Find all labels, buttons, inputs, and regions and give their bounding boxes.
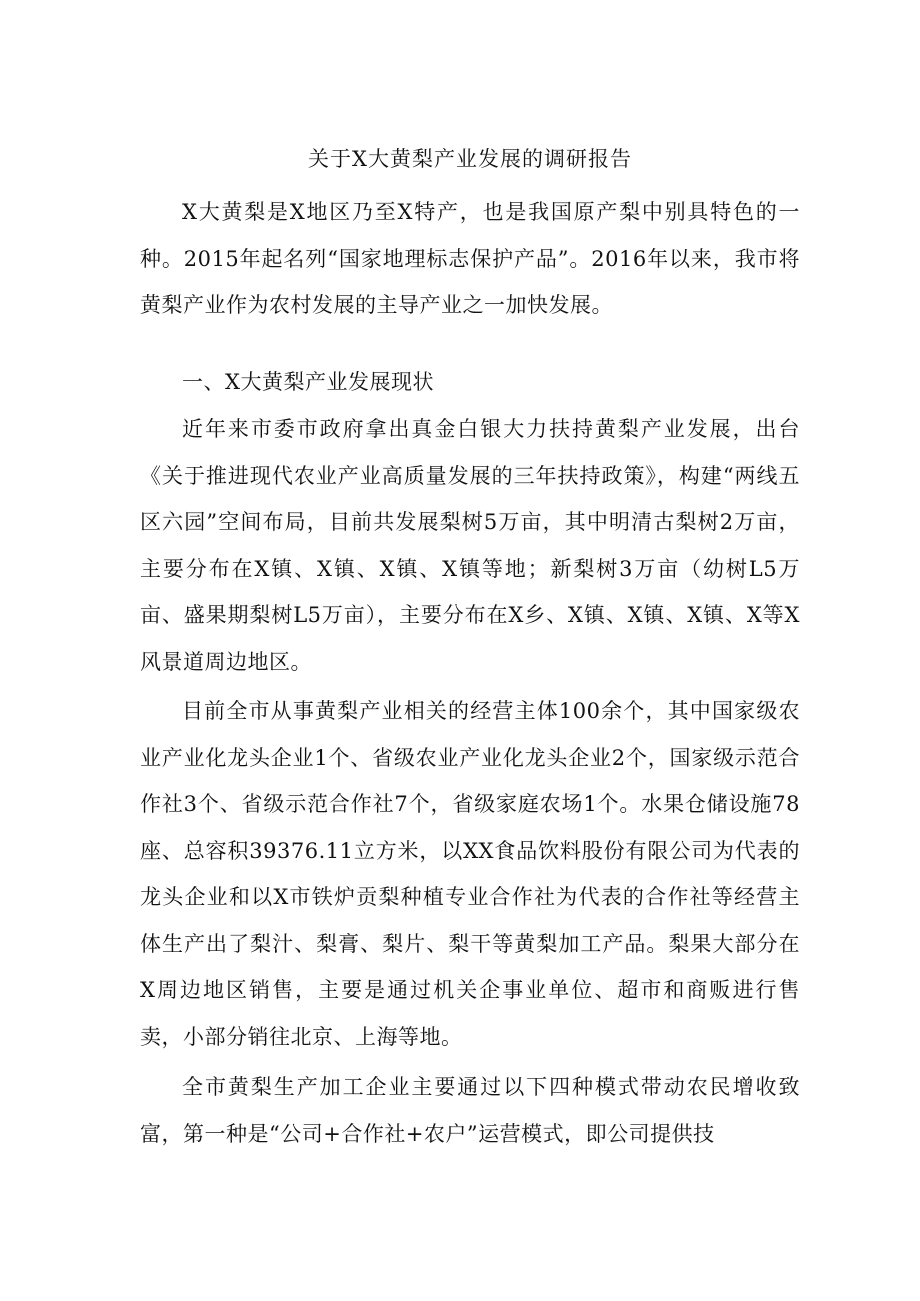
body-paragraph: 目前全市从事黄梨产业相关的经营主体100余个，其中国家级农业产业化龙头企业1个、省级农业产业化龙头企业2个，国家级示范合作社3个、省级示范合作社7个，省级家庭农场1个。水果仓储设施78座、总容积39376.11立方米，以XX食品饮料股份有限公司为代表的龙头企业和以X市铁炉贡梨种植专业合作社为代表的合作社等经营主体生产出了梨汁、梨膏、梨片、梨干等黄梨加工产品。梨果大部分在X周边地区销售，主要是通过机关企事业单位、超市和商贩进行售卖，小部分销往北京、上海等地。 <box>140 699 800 1049</box>
intro-paragraph: X大黄梨是X地区乃至X特产，也是我国原产梨中别具特色的一种。2015年起名列“国家地理标志保护产品”。2016年以来，我市将黄梨产业作为农村发展的主导产业之一加快发展。 <box>140 200 800 317</box>
body-paragraph: 全市黄梨生产加工企业主要通过以下四种模式带动农民增收致富，第一种是“公司+合作社+农户”运营模式，即公司提供技 <box>140 1075 800 1146</box>
section-heading: 一、X大黄梨产业发展现状 <box>182 370 434 394</box>
body-paragraph: 近年来市委市政府拿出真金白银大力扶持黄梨产业发展，出台《关于推进现代农业产业高质量发展的三年扶持政策》，构建“两线五区六园”空间布局，目前共发展梨树5万亩，其中明清古梨树2万亩，主要分布在X镇、X镇、X镇、X镇等地；新梨树3万亩（幼树L5万亩、盛果期梨树L5万亩），主要分布在X乡、X镇、X镇、X镇、X等X风景道周边地区。 <box>140 417 800 674</box>
document-title: 关于X大黄梨产业发展的调研报告 <box>308 147 632 171</box>
document-page <box>140 0 800 1301</box>
